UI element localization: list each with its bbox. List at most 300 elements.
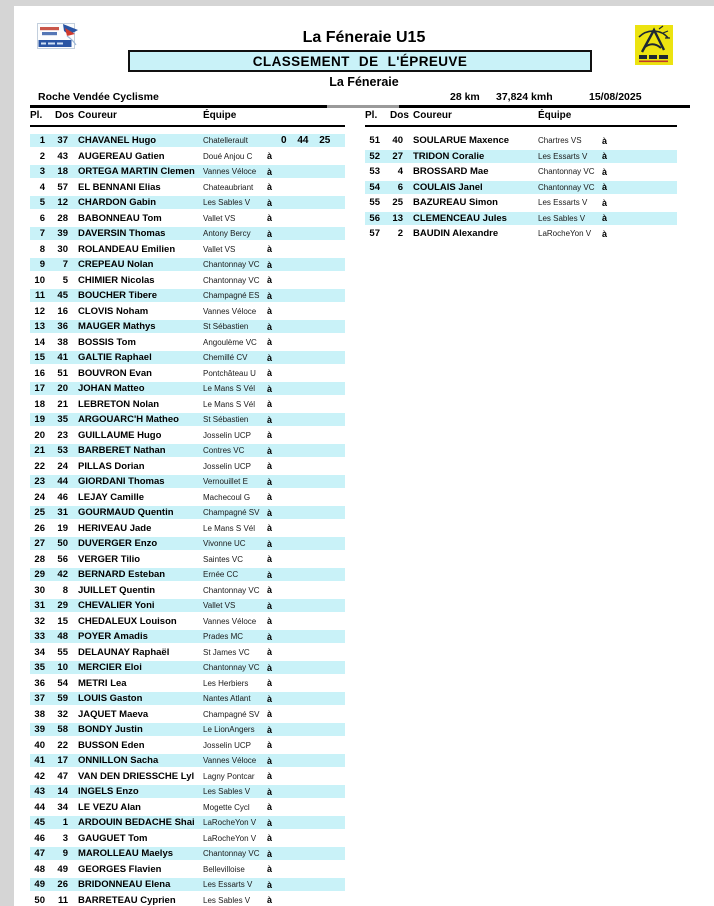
time-gap: à — [267, 213, 273, 223]
result-row — [30, 381, 345, 397]
bib-number: 3 — [62, 832, 68, 844]
result-row — [30, 350, 345, 366]
team-name: Antony Bercy — [203, 229, 251, 238]
time-gap: à — [267, 864, 273, 874]
place: 16 — [34, 367, 45, 379]
result-row — [30, 815, 345, 831]
result-row — [365, 164, 677, 180]
rider-name: LOUIS Gaston — [78, 693, 143, 704]
team-name: Chantonnay VC — [203, 585, 260, 595]
place: 33 — [34, 631, 45, 642]
result-row — [30, 583, 345, 599]
time-gap: à — [267, 275, 273, 285]
time-gap: à — [267, 151, 273, 161]
result-row — [30, 753, 345, 769]
bib-number: 24 — [57, 460, 68, 472]
rider-name: GOURMAUD Quentin — [78, 507, 174, 518]
time-gap: à — [267, 337, 273, 347]
team-name: Chantonnay VC — [203, 663, 260, 672]
rider-name: JOHAN Matteo — [78, 383, 145, 394]
bib-number: 38 — [57, 336, 68, 348]
result-row — [30, 459, 345, 475]
bib-number: 44 — [57, 476, 68, 487]
place: 7 — [39, 228, 45, 239]
place: 19 — [34, 414, 45, 425]
bib-number: 40 — [392, 135, 403, 146]
team-name: Pontchâteau U — [203, 368, 256, 378]
bib-number: 34 — [57, 801, 68, 813]
team-name: Le Mans S Vél — [203, 523, 256, 533]
team-name: Chantonnay VC — [538, 182, 595, 192]
right-header-underline — [365, 125, 677, 127]
place: 20 — [34, 429, 45, 441]
result-row — [30, 676, 345, 692]
rider-name: JAQUET Maeva — [78, 708, 149, 720]
place: 13 — [34, 321, 45, 332]
rider-name: DUVERGER Enzo — [78, 538, 158, 549]
team-name: St Sébastien — [203, 322, 249, 331]
bib-number: 56 — [57, 553, 68, 565]
result-row — [30, 722, 345, 738]
time-gap: à — [267, 352, 273, 363]
rider-name: VERGER Tilio — [78, 553, 141, 565]
place: 57 — [369, 228, 380, 239]
rule-joint — [327, 105, 399, 108]
bib-number: 51 — [57, 367, 68, 379]
team-name: Les Essarts V — [203, 880, 253, 889]
place: 43 — [34, 786, 45, 797]
team-name: Vannes Véloce — [203, 616, 257, 626]
place: 3 — [39, 166, 45, 177]
bib-number: 47 — [57, 770, 68, 782]
bib-number: 58 — [57, 724, 68, 735]
result-row — [30, 738, 345, 754]
team-name: Nantes Atlant — [203, 694, 251, 703]
bib-number: 41 — [57, 352, 68, 363]
rider-name: BAZUREAU Simon — [413, 197, 498, 208]
time-gap: à — [267, 182, 273, 192]
time-gap: à — [602, 213, 608, 223]
place: 24 — [34, 491, 45, 503]
team-name: St James VC — [203, 647, 250, 657]
bib-number: 59 — [57, 693, 68, 704]
bib-number: 20 — [57, 383, 68, 394]
rider-name: CHARDON Gabin — [78, 197, 157, 208]
col-header-place: Pl. — [30, 110, 43, 121]
place: 39 — [34, 724, 45, 735]
bib-number: 1 — [62, 817, 68, 828]
result-row — [30, 598, 345, 614]
time-gap: à — [267, 321, 273, 332]
time-gap: à — [267, 197, 273, 208]
bib-number: 57 — [57, 181, 68, 193]
place: 48 — [34, 863, 45, 875]
place: 56 — [369, 212, 380, 224]
time-gap: à — [267, 306, 273, 316]
classification-banner-label: CLASSEMENT DE L'ÉPREUVE — [252, 53, 468, 69]
bib-number: 36 — [57, 321, 68, 332]
team-name: Les Sables V — [203, 895, 251, 905]
rider-name: BONDY Justin — [78, 724, 143, 735]
time-gap: à — [602, 197, 608, 208]
rider-name: BERNARD Esteban — [78, 569, 166, 580]
place: 42 — [34, 770, 45, 782]
rider-name: ARDOUIN BEDACHE Shai — [78, 817, 195, 828]
result-row — [30, 242, 345, 258]
result-row — [365, 133, 677, 149]
bib-number: 32 — [57, 708, 68, 720]
time-gap: à — [267, 771, 273, 781]
rider-name: CHEVALIER Yoni — [78, 600, 155, 611]
place: 38 — [34, 708, 45, 720]
place: 8 — [39, 243, 45, 255]
rider-name: CHEDALEUX Louison — [78, 615, 177, 627]
rider-name: BABONNEAU Tom — [78, 212, 162, 224]
bib-number: 13 — [392, 212, 403, 224]
bib-number: 12 — [57, 197, 68, 208]
team-name: Vannes Véloce — [203, 306, 257, 316]
rvc-club-logo-icon — [635, 25, 673, 65]
place: 53 — [369, 166, 380, 177]
time-gap: à — [602, 166, 608, 177]
event-title: La Féneraie U15 — [302, 29, 426, 46]
bib-number: 37 — [57, 135, 68, 146]
time-gap: à — [267, 166, 273, 177]
race-distance: 28 km — [450, 91, 480, 103]
team-name: Vallet VS — [203, 213, 236, 223]
bib-number: 16 — [57, 305, 68, 317]
time-gap: à — [267, 554, 273, 564]
time-gap: à — [267, 383, 273, 394]
race-meta-row — [14, 91, 714, 105]
time-gap: à — [602, 228, 608, 239]
rider-name: ORTEGA MARTIN Clemen — [78, 166, 195, 177]
rider-name: BOUCHER Tibere — [78, 290, 158, 301]
team-name: Les Essarts V — [538, 198, 588, 207]
place: 36 — [34, 677, 45, 689]
time-gap: 0 44 25 — [281, 135, 331, 146]
place: 50 — [34, 894, 45, 906]
rider-name: INGELS Enzo — [78, 786, 139, 797]
rider-name: AUGEREAU Gatien — [78, 150, 165, 162]
place: 46 — [34, 832, 45, 844]
bib-number: 4 — [397, 166, 403, 177]
col-header-rider: Coureur — [78, 110, 117, 121]
result-row — [30, 428, 345, 444]
time-gap: à — [267, 647, 273, 657]
place: 54 — [369, 181, 380, 193]
col-header-team: Équipe — [538, 110, 572, 121]
team-name: Champagné ES — [203, 291, 260, 300]
rider-name: POYER Amadis — [78, 631, 148, 642]
result-row — [30, 536, 345, 552]
place: 31 — [34, 600, 45, 611]
place: 40 — [34, 739, 45, 751]
left-table-header — [30, 110, 345, 124]
rvc-club-logo-icon — [635, 25, 673, 65]
time-gap: à — [602, 135, 608, 146]
team-name: Chantonnay VC — [203, 275, 260, 285]
team-name: Angoulème VC — [203, 337, 257, 347]
result-row — [30, 149, 345, 165]
result-row — [30, 180, 345, 196]
time-gap: à — [267, 368, 273, 378]
result-row — [30, 474, 345, 490]
bib-number: 50 — [57, 538, 68, 549]
result-row — [30, 211, 345, 227]
place: 11 — [34, 290, 45, 301]
team-name: Le Mans S Vél — [203, 399, 256, 409]
time-gap: à — [267, 879, 273, 890]
place: 25 — [34, 507, 45, 518]
time-gap: à — [267, 228, 273, 239]
rider-name: BARRETEAU Cyprien — [78, 894, 176, 906]
bib-number: 46 — [57, 491, 68, 503]
bib-number: 31 — [57, 507, 68, 518]
result-row — [30, 164, 345, 180]
bib-number: 2 — [397, 228, 403, 239]
rider-name: CHIMIER Nicolas — [78, 274, 155, 286]
rider-name: COULAIS Janel — [413, 181, 483, 193]
rider-name: DAVERSIN Thomas — [78, 228, 166, 239]
result-row — [30, 784, 345, 800]
place: 15 — [34, 352, 45, 363]
result-row — [30, 552, 345, 568]
team-name: Chartres VS — [538, 136, 582, 145]
result-row — [30, 319, 345, 335]
col-header-bib: Dos — [390, 110, 409, 121]
time-gap: à — [267, 662, 273, 673]
race-name: La Féneraie — [329, 75, 399, 89]
team-name: Vannes Véloce — [203, 167, 257, 176]
place: 51 — [369, 135, 380, 146]
team-name: Vallet VS — [203, 601, 236, 610]
place: 14 — [34, 336, 45, 348]
rider-name: CLOVIS Noham — [78, 305, 149, 317]
team-name: Les Sables V — [538, 213, 586, 223]
time-gap: à — [267, 476, 273, 487]
team-name: Chemillé CV — [203, 353, 248, 362]
time-gap: à — [267, 290, 273, 301]
bib-number: 29 — [57, 600, 68, 611]
place: 21 — [34, 445, 45, 456]
rider-name: BRIDONNEAU Elena — [78, 879, 171, 890]
result-row — [30, 660, 345, 676]
bib-number: 35 — [57, 414, 68, 425]
team-name: LaRocheYon V — [538, 229, 592, 238]
bib-number: 48 — [57, 631, 68, 642]
team-name: Le LionAngers — [203, 725, 255, 734]
col-header-rider: Coureur — [413, 110, 452, 121]
team-name: Les Sables V — [203, 787, 251, 796]
time-gap: à — [267, 430, 273, 440]
bib-number: 28 — [57, 212, 68, 224]
average-speed: 37,824 kmh — [496, 91, 553, 103]
rider-name: ONNILLON Sacha — [78, 755, 159, 766]
place: 1 — [39, 135, 45, 146]
time-gap: à — [267, 616, 273, 626]
col-header-bib: Dos — [55, 110, 74, 121]
col-header-place: Pl. — [365, 110, 378, 121]
result-row — [30, 645, 345, 661]
rider-name: CLEMENCEAU Jules — [413, 212, 507, 224]
team-name: Vivonne UC — [203, 539, 246, 548]
place: 37 — [34, 693, 45, 704]
time-gap: à — [267, 724, 273, 735]
place: 35 — [34, 662, 45, 673]
bib-number: 54 — [57, 677, 68, 689]
rider-name: GALTIE Raphael — [78, 352, 152, 363]
bib-number: 27 — [392, 150, 403, 162]
result-row — [30, 567, 345, 583]
team-name: Le Mans S Vél — [203, 384, 256, 393]
rider-name: MERCIER Eloi — [78, 662, 142, 673]
bib-number: 15 — [57, 615, 68, 627]
bib-number: 26 — [57, 879, 68, 890]
time-gap: à — [267, 492, 273, 502]
bib-number: 45 — [57, 290, 68, 301]
place: 9 — [39, 259, 45, 270]
team-name: St Sébastien — [203, 415, 249, 424]
place: 52 — [369, 150, 380, 162]
place: 29 — [34, 569, 45, 580]
result-row — [30, 629, 345, 645]
team-name: Doué Anjou C — [203, 151, 253, 161]
rider-name: CHAVANEL Hugo — [78, 135, 157, 146]
team-name: Champagné SV — [203, 709, 260, 719]
time-gap: à — [267, 631, 273, 642]
result-row — [30, 490, 345, 506]
result-row — [30, 505, 345, 521]
rider-name: DELAUNAY Raphaël — [78, 646, 170, 658]
bib-number: 22 — [57, 739, 68, 751]
result-row — [30, 226, 345, 242]
rider-name: ROLANDEAU Emilien — [78, 243, 176, 255]
result-row — [30, 521, 345, 537]
team-name: Chantonnay VC — [203, 849, 260, 858]
time-gap: à — [267, 414, 273, 425]
result-row — [30, 335, 345, 351]
team-name: Josselin UCP — [203, 740, 252, 750]
time-gap: à — [267, 600, 273, 611]
result-row — [30, 877, 345, 893]
result-row — [30, 412, 345, 428]
result-row — [365, 211, 677, 227]
time-gap: à — [267, 740, 273, 750]
time-gap: à — [267, 848, 273, 859]
bib-number: 14 — [57, 786, 68, 797]
place: 34 — [34, 646, 45, 658]
rider-name: JUILLET Quentin — [78, 584, 156, 596]
time-gap: à — [267, 399, 273, 409]
result-row — [30, 257, 345, 273]
rider-name: MAROLLEAU Maelys — [78, 848, 174, 859]
bib-number: 11 — [57, 894, 68, 906]
team-name: Vallet VS — [203, 244, 236, 254]
time-gap: à — [267, 445, 273, 456]
result-row — [30, 288, 345, 304]
rider-name: MAUGER Mathys — [78, 321, 156, 332]
result-row — [30, 707, 345, 723]
bib-number: 8 — [62, 584, 68, 596]
team-name: Josselin UCP — [203, 461, 252, 471]
race-date: 15/08/2025 — [589, 91, 642, 103]
place: 28 — [34, 553, 45, 565]
header-rule — [30, 105, 690, 108]
rider-name: CREPEAU Nolan — [78, 259, 154, 270]
result-row — [30, 133, 345, 149]
results-right-column — [365, 133, 677, 242]
result-row — [30, 769, 345, 785]
rider-name: HERIVEAU Jade — [78, 522, 152, 534]
organizer-name: Roche Vendée Cyclisme — [38, 91, 159, 103]
bib-number: 49 — [57, 863, 68, 875]
result-row — [30, 846, 345, 862]
rider-name: BOUVRON Evan — [78, 367, 152, 379]
team-name: Saintes VC — [203, 554, 244, 564]
bib-number: 42 — [57, 569, 68, 580]
bib-number: 18 — [57, 166, 68, 177]
right-table-header — [365, 110, 677, 124]
time-gap: à — [267, 538, 273, 549]
place: 49 — [34, 879, 45, 890]
time-gap: à — [602, 151, 608, 161]
result-row — [30, 862, 345, 878]
team-name: Les Herbiers — [203, 678, 249, 688]
rider-name: EL BENNANI Elias — [78, 181, 161, 193]
place: 30 — [34, 584, 45, 596]
bib-number: 21 — [57, 398, 68, 410]
team-name: Lagny Pontcar — [203, 771, 255, 781]
result-row — [30, 893, 345, 906]
place: 41 — [34, 755, 45, 766]
rider-name: LE VEZU Alan — [78, 801, 141, 813]
bib-number: 10 — [57, 662, 68, 673]
bib-number: 39 — [57, 228, 68, 239]
team-name: Josselin UCP — [203, 430, 252, 440]
place: 6 — [39, 212, 45, 224]
results-left-column — [30, 133, 345, 906]
bib-number: 55 — [57, 646, 68, 658]
place: 47 — [34, 848, 45, 859]
place: 55 — [369, 197, 380, 208]
rider-name: GAUGUET Tom — [78, 832, 148, 844]
place: 17 — [34, 383, 45, 394]
team-name: Contres VC — [203, 446, 245, 455]
result-row — [30, 691, 345, 707]
bib-number: 17 — [57, 755, 68, 766]
document-page — [14, 6, 714, 906]
rider-name: GIORDANI Thomas — [78, 476, 165, 487]
classification-banner — [128, 50, 592, 72]
result-row — [30, 304, 345, 320]
result-row — [30, 831, 345, 847]
result-row — [365, 180, 677, 196]
team-name: Ernée CC — [203, 570, 239, 579]
rider-name: BROSSARD Mae — [413, 166, 489, 177]
time-gap: à — [267, 817, 273, 828]
time-gap: à — [267, 569, 273, 580]
team-name: Vannes Véloce — [203, 756, 257, 765]
place: 22 — [34, 460, 45, 472]
time-gap: à — [267, 755, 273, 766]
time-gap: à — [267, 507, 273, 518]
bib-number: 30 — [57, 243, 68, 255]
place: 32 — [34, 615, 45, 627]
bib-number: 5 — [62, 274, 68, 286]
rider-name: BOSSIS Tom — [78, 336, 136, 348]
team-name: Les Sables V — [203, 198, 251, 207]
